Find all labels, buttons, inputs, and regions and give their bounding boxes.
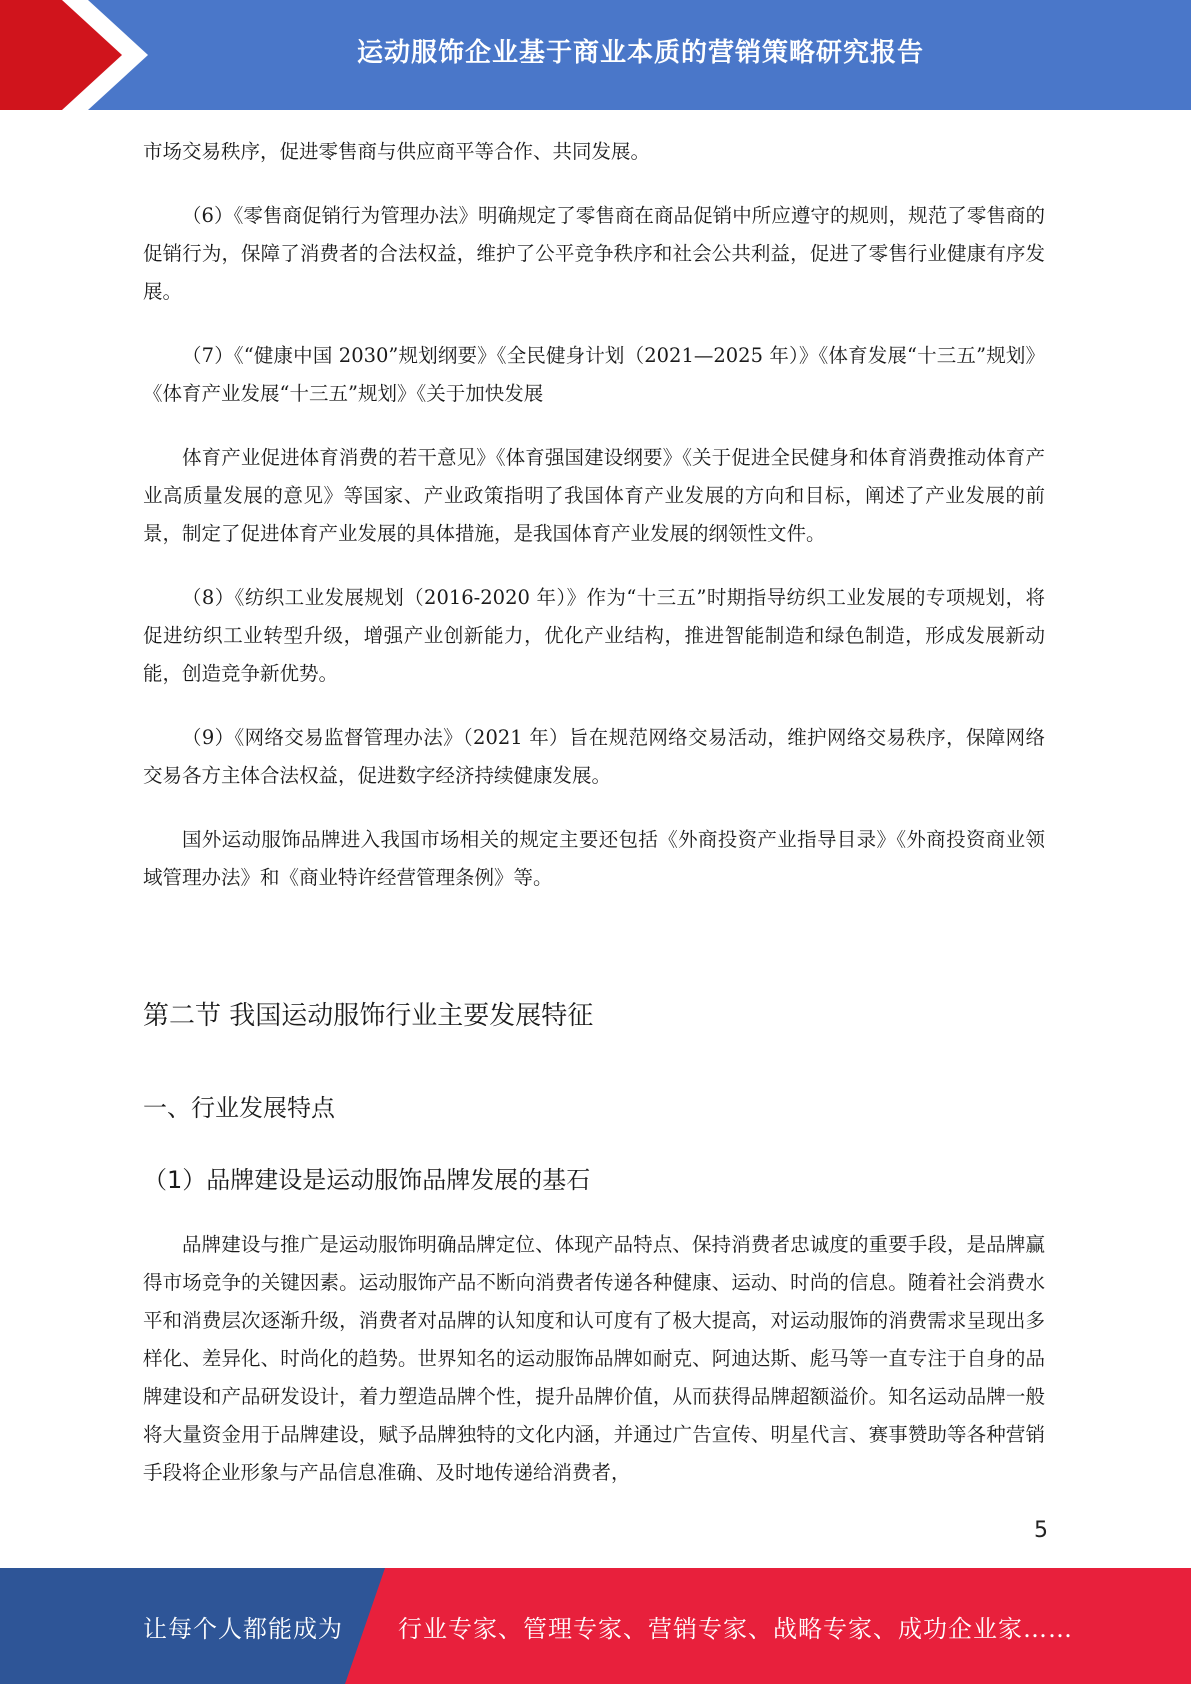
header-banner — [0, 0, 1191, 110]
footer-banner — [0, 1568, 1191, 1684]
subheading-industry-features: 一、行业发展特点 — [143, 1094, 335, 1122]
paragraph-brand-building: 品牌建设与推广是运动服饰明确品牌定位、体现产品特点、保持消费者忠诚度的重要手段，是品牌赢得市场竞争的关键因素。运动服饰产品不断向消费者传递各种健康、运动、时尚的信息。随着社会消费水平和消费层次逐渐升级，消费者对品牌的认知度和认可度有了极大提高，对运动服饰的消费需求呈现出多样化、差异化、时尚化的趋势。世界知名的运动服饰品牌如耐克、阿迪达斯、彪马等一直专注于自身的品牌建设和产品研发设计，着力塑造品牌个性，提升品牌价值，从而获得品牌超额溢价。知名运动品牌一般将大量资金用于品牌建设，赋予品牌独特的文化内涵，并通过广告宣传、明星代言、赛事赞助等各种营销手段将企业形象与产品信息准确、及时地传递给消费者， — [143, 1233, 1045, 1484]
subheading-brand-building: （1）品牌建设是运动服饰品牌发展的基石 — [143, 1166, 591, 1194]
paragraph-continuation: 市场交易秩序，促进零售商与供应商平等合作、共同发展。 — [143, 140, 651, 163]
footer-slogan-right: 行业专家、管理专家、营销专家、战略专家、成功企业家…… — [398, 1614, 1073, 1643]
paragraph-item-7-continued: 体育产业促进体育消费的若干意见》《体育强国建设纲要》《关于促进全民健身和体育消费推动体育产业高质量发展的意见》等国家、产业政策指明了我国体育产业发展的方向和目标，阐述了产业发展的前景，制定了促进体育产业发展的具体措施，是我国体育产业发展的纲领性文件。 — [143, 446, 1045, 545]
page-number: 5 — [1034, 1518, 1048, 1543]
section-heading: 第二节 我国运动服饰行业主要发展特征 — [143, 1001, 594, 1031]
paragraph-item-8: （8）《纺织工业发展规划（2016-2020 年）》作为“十三五”时期指导纺织工业发展的专项规划，将促进纺织工业转型升级，增强产业创新能力，优化产业结构，推进智能制造和绿色制造，形成发展新动能，创造竞争新优势。 — [143, 586, 1045, 685]
footer-slogan-left: 让每个人都能成为 — [143, 1614, 343, 1643]
section-body — [143, 1226, 1045, 1518]
report-title: 运动服饰企业基于商业本质的营销策略研究报告 — [356, 37, 924, 68]
body-text — [143, 133, 1045, 923]
paragraph-foreign-brands: 国外运动服饰品牌进入我国市场相关的规定主要还包括《外商投资产业指导目录》《外商投资商业领域管理办法》和《商业特许经营管理条例》等。 — [143, 828, 1045, 889]
paragraph-item-7: （7）《“健康中国 2030”规划纲要》《全民健身计划（2021—2025 年）》《体育发展“十三五”规划》《体育产业发展“十三五”规划》《关于加快发展 — [143, 344, 1045, 405]
paragraph-item-9: （9）《网络交易监督管理办法》（2021 年）旨在规范网络交易活动，维护网络交易秩序，保障网络交易各方主体合法权益，促进数字经济持续健康发展。 — [143, 726, 1045, 787]
paragraph-item-6: （6）《零售商促销行为管理办法》明确规定了零售商在商品促销中所应遵守的规则，规范了零售商的促销行为，保障了消费者的合法权益，维护了公平竞争秩序和社会公共利益，促进了零售行业健康有序发展。 — [143, 204, 1045, 303]
